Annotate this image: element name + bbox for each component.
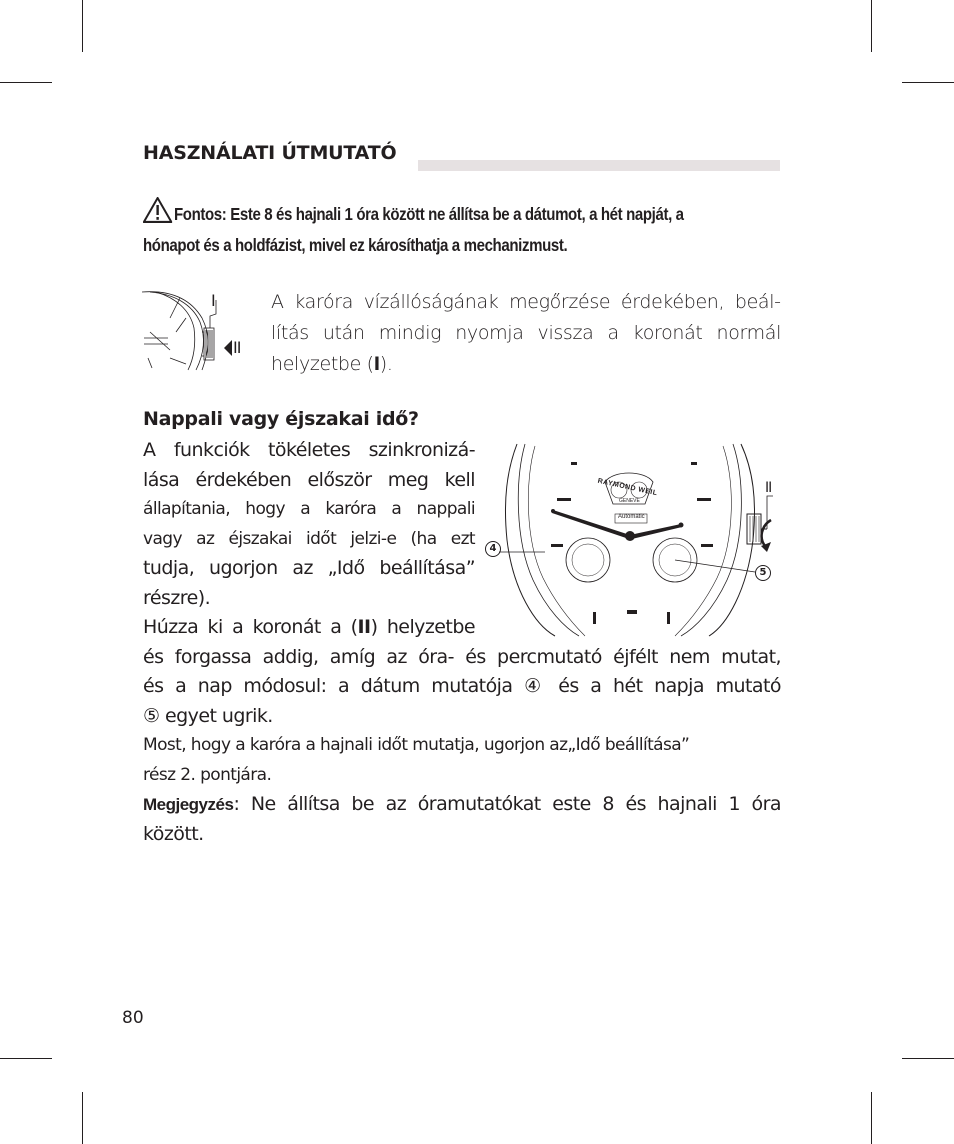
text-line: tudja, ugorjon az „Idő beállítása” [143, 557, 475, 579]
watch-brand-label: RAYMOND WEIL [596, 477, 659, 498]
weekday-hand-marker: ⑤ [143, 704, 160, 727]
text-line: részre). [143, 586, 211, 609]
text-line: és forgassa addig, amíg az óra- és percmutató éjfélt nem mutat, [143, 645, 781, 668]
text-fragment: egyet ugrik. [159, 704, 273, 727]
crop-mark [0, 1058, 52, 1059]
crown-label-I: I [211, 291, 216, 310]
pull-text-end: ) helyzetbe [370, 616, 475, 638]
crown-position-I: I [373, 353, 380, 375]
paragraph-left-column [143, 436, 475, 643]
section-heading: HASZNÁLATI ÚTMUTATÓ [143, 142, 397, 164]
crown-position-illustration [140, 288, 250, 372]
crown-label-II: II [233, 338, 241, 357]
watch-marker-5-text: 5 [759, 567, 767, 578]
text-line [143, 613, 475, 643]
page-number: 80 [122, 1008, 144, 1028]
warning-line-2: hónapot és a holdfázist, mivel ez károsíthatja a mechanizmust. [143, 235, 568, 255]
text-line: vagy az éjszakai időt jelzi-e (ha ezt [143, 528, 475, 549]
note-label: Megjegyzés [143, 795, 234, 814]
text-line: Most, hogy a karóra a hajnali időt mutatja, ugorjon az„Idő beállítása” [143, 735, 690, 755]
text-line [143, 702, 781, 732]
text-line: állapítania, hogy a karóra a nappali [143, 499, 475, 519]
crop-mark [871, 0, 872, 52]
crop-mark [0, 82, 52, 83]
warning-triangle-icon [143, 197, 172, 223]
text-line: lása érdekében először meg kell [143, 468, 475, 491]
watch-marker-4-text: 4 [489, 543, 497, 554]
note-line: között. [143, 822, 204, 845]
crop-mark [82, 0, 83, 52]
pull-text: Húzza ki a koronát a ( [143, 616, 358, 638]
watch-marker-5 [755, 565, 771, 581]
warning-notice [143, 197, 783, 261]
crown-text-main: A karóra vízállóságának megőrzése érdekében, beállítás után mindig nyomja vissza a koronát normál helyzetbe ( [271, 291, 781, 375]
day-night-heading: Nappali vagy éjszakai idő? [143, 408, 419, 430]
crown-text-end: ). [379, 353, 393, 375]
text-line [143, 672, 781, 702]
crop-mark [902, 82, 954, 83]
note-line [143, 790, 781, 820]
text-line: rész 2. pontjára. [143, 764, 272, 785]
warning-line-1: Fontos: Este 8 és hajnali 1 óra között ne állítsa be a dátumot, a hét napját, a [173, 204, 684, 224]
crown-instruction-text [271, 287, 781, 380]
crop-mark [871, 1092, 872, 1144]
heading-underline-bar [418, 160, 780, 171]
text-fragment: és a hét napja mutató [546, 675, 781, 697]
watch-marker-4 [485, 541, 501, 557]
crop-mark [82, 1092, 83, 1144]
watch-sub-label: GENEVE [619, 498, 640, 504]
crop-mark [902, 1058, 954, 1059]
text-line: A funkciók tökéletes szinkronizá- [143, 439, 475, 461]
text-fragment: és a nap módosul: a dátum mutatója [143, 675, 525, 697]
watch-dial-illustration [485, 440, 785, 638]
watch-crown-label-II: II [765, 480, 772, 496]
date-hand-marker: ④ [524, 675, 547, 697]
watch-automatic-label: Automatic [618, 514, 645, 520]
crown-position-II: II [357, 616, 371, 638]
note-text: : Ne állítsa be az óramutatókat este 8 és hajnali 1 óra [233, 793, 781, 815]
